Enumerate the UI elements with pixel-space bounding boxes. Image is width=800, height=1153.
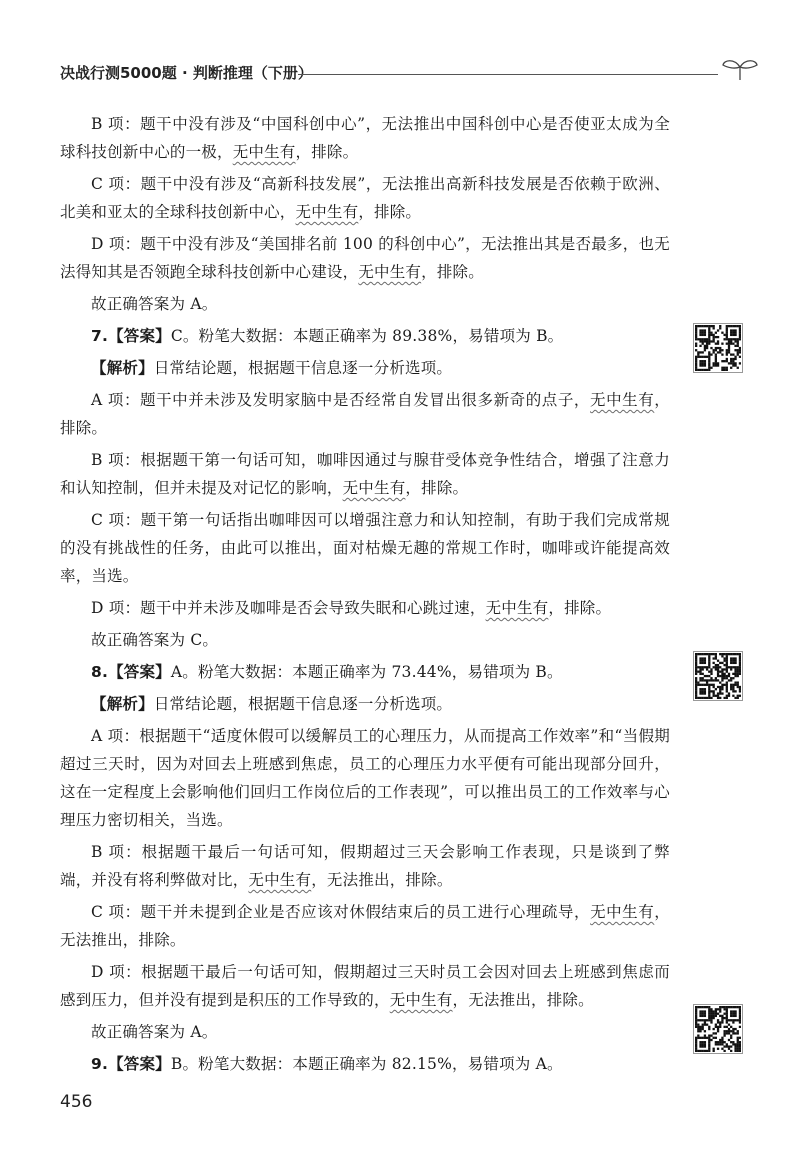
wavy-underline-term: 无中生有 [248, 871, 312, 889]
page-body [60, 110, 670, 1082]
text-segment: ，排除。 [421, 263, 484, 281]
bold-label: 7.【答案】 [91, 327, 171, 345]
text-segment: 故正确答案为 A。 [91, 1023, 218, 1041]
wavy-underline-term: 无中生有 [590, 391, 655, 409]
text-segment: ，无法推出，排除。 [60, 903, 670, 949]
text-segment: B 项：根据题干最后一句话可知，假期超过三天会影响工作表现，只是谈到了弊端，并没有将利弊做对比， [60, 843, 670, 889]
text-segment: C。粉笔大数据：本题正确率为 89.38%，易错项为 B。 [170, 327, 564, 345]
text-segment: ，排除。 [60, 391, 670, 437]
wavy-underline-term: 无中生有 [232, 143, 296, 161]
paragraph [60, 386, 670, 442]
paragraph [60, 322, 670, 350]
paragraph [60, 838, 670, 894]
paragraph [60, 290, 670, 318]
qr-code-question-7[interactable] [693, 323, 743, 373]
text-segment: C 项：题干中没有涉及“高新科技发展”，无法推出高新科技发展是否依赖于欧洲、北美和亚太的全球科技创新中心， [60, 175, 670, 221]
paragraph [60, 230, 670, 286]
text-segment: B。粉笔大数据：本题正确率为 82.15%，易错项为 A。 [170, 1055, 563, 1073]
text-segment: A。粉笔大数据：本题正确率为 73.44%，易错项为 B。 [170, 663, 563, 681]
page-number: 456 [60, 1092, 93, 1112]
text-segment: D 项：根据题干最后一句话可知，假期超过三天时员工会因对回去上班感到焦虑而感到压力，但并没有提到是积压的工作导致的， [60, 963, 670, 1009]
paragraph [60, 110, 670, 166]
text-segment: C 项：题干并未提到企业是否应该对休假结束后的员工进行心理疏导， [91, 903, 591, 921]
text-segment: D 项：题干中并未涉及咖啡是否会导致失眠和心跳过速， [91, 599, 486, 617]
text-segment: B 项：题干中没有涉及“中国科创中心”，无法推出中国科创中心是否使亚太成为全球科技创新中心的一极， [60, 115, 670, 161]
bold-label: 【解析】 [91, 695, 154, 713]
page-header [60, 62, 760, 86]
paragraph [60, 690, 670, 718]
paragraph [60, 1018, 670, 1046]
text-segment: 日常结论题，根据题干信息逐一分析选项。 [153, 695, 453, 713]
text-segment: ，排除。 [358, 203, 422, 221]
paragraph [60, 170, 670, 226]
text-segment: B 项：根据题干第一句话可知，咖啡因通过与腺苷受体竞争性结合，增强了注意力和认知控制，但并未提及对记忆的影响， [60, 451, 670, 497]
qr-code-question-8[interactable] [693, 651, 743, 701]
text-segment: C 项：题干第一句话指出咖啡因可以增强注意力和认知控制，有助于我们完成常规的没有挑战性的任务，由此可以推出，面对枯燥无趣的常规工作时，咖啡或许能提高效率，当选。 [60, 511, 670, 585]
text-segment: ，排除。 [548, 599, 612, 617]
paragraph [60, 354, 670, 382]
text-segment: ，无法推出，排除。 [452, 991, 594, 1009]
paragraph [60, 722, 670, 834]
wavy-underline-term: 无中生有 [342, 479, 406, 497]
paragraph [60, 626, 670, 654]
wavy-underline-term: 无中生有 [485, 599, 549, 617]
text-segment: ，排除。 [405, 479, 469, 497]
wavy-underline-term: 无中生有 [590, 903, 655, 921]
text-segment: A 项：根据题干“适度休假可以缓解员工的心理压力，从而提高工作效率”和“当假期超过三天时，因为对回去上班感到焦虑，员工的心理压力水平便有可能出现部分回升，这在一定程度上会影响他们回归工作岗位后的工作表现”，可以推出员工的工作效率与心理压力密切相关，当选。 [60, 727, 670, 829]
text-segment: D 项：题干中没有涉及“美国排名前 100 的科创中心”，无法推出其是否最多，也无法得知其是否领跑全球科技创新中心建设， [60, 235, 670, 281]
wavy-underline-term: 无中生有 [358, 263, 422, 281]
paragraph [60, 446, 670, 502]
wavy-underline-term: 无中生有 [389, 991, 453, 1009]
header-rule [298, 74, 718, 75]
paragraph [60, 958, 670, 1014]
text-segment: A 项：题干中并未涉及发明家脑中是否经常自发冒出很多新奇的点子， [91, 391, 590, 409]
header-title: 决战行测5000题 · 判断推理（下册） [60, 64, 313, 82]
text-segment: 故正确答案为 C。 [91, 631, 219, 649]
paragraph [60, 506, 670, 590]
qr-code-question-9[interactable] [693, 1004, 743, 1054]
paragraph [60, 594, 670, 622]
paragraph [60, 898, 670, 954]
paragraph [60, 658, 670, 686]
sprout-icon [720, 56, 760, 82]
bold-label: 9.【答案】 [91, 1055, 171, 1073]
bold-label: 【解析】 [91, 359, 154, 377]
text-segment: ，无法推出，排除。 [311, 871, 453, 889]
paragraph [60, 1050, 670, 1078]
text-segment: 故正确答案为 A。 [91, 295, 218, 313]
text-segment: 日常结论题，根据题干信息逐一分析选项。 [153, 359, 453, 377]
text-segment: ，排除。 [295, 143, 359, 161]
wavy-underline-term: 无中生有 [295, 203, 359, 221]
bold-label: 8.【答案】 [91, 663, 171, 681]
